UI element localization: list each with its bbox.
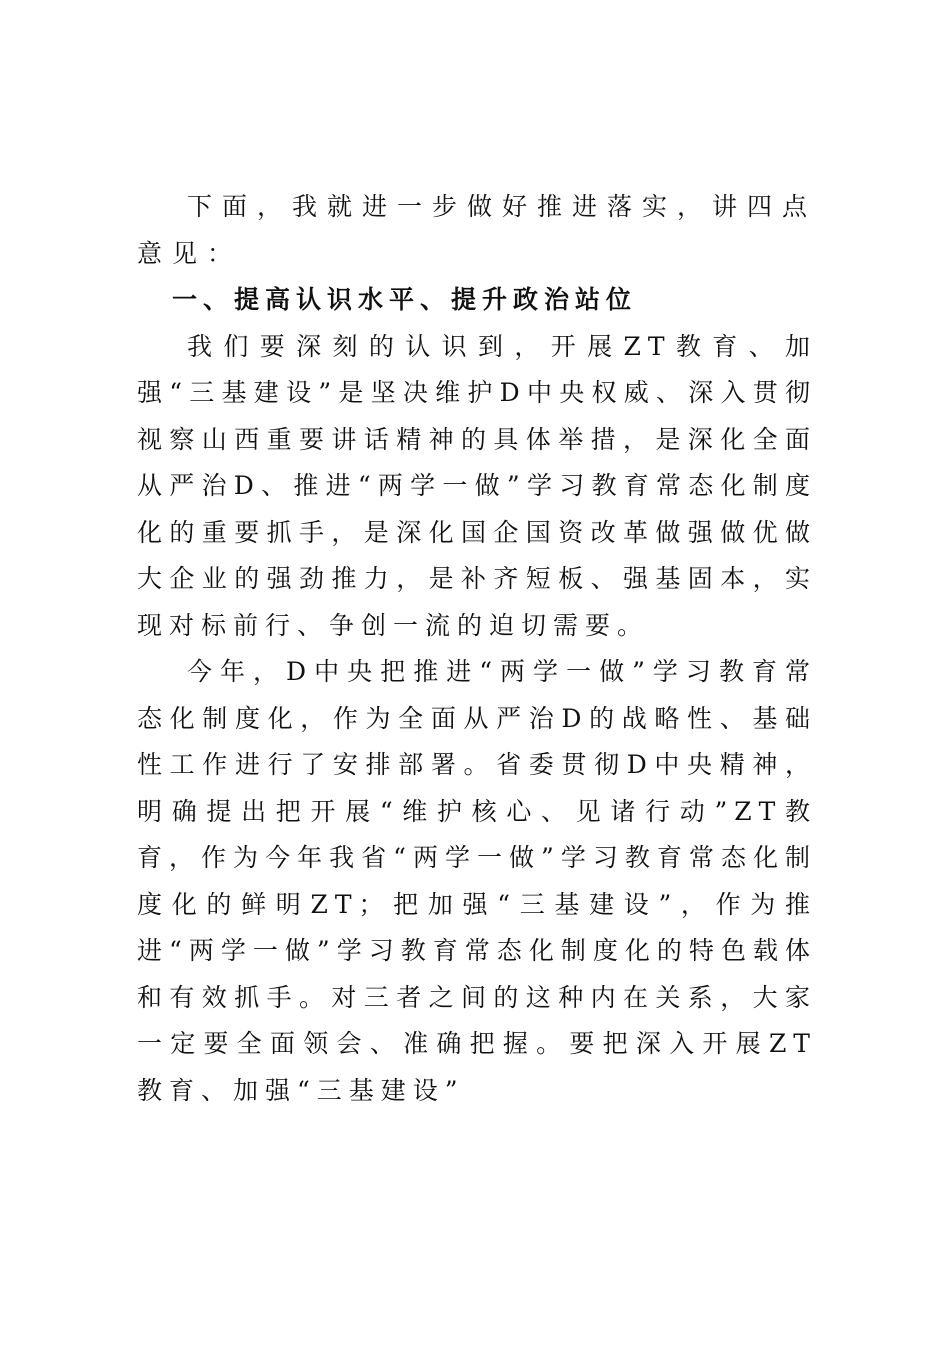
document-body [137,184,817,1114]
intro-paragraph: 下面，我就进一步做好推进落实，讲四点意见： [137,192,818,268]
body-paragraph-2: 今年，D中央把推进“两学一做”学习教育常态化制度化，作为全面从严治D的战略性、基础性工作进行了安排部署。省委贯彻D中央精神，明确提出把开展“维护核心、见诸行动”ZT教育，作为今年我省“两学一做”学习教育常态化制度化的鲜明ZT；把加强“三基建设”，作为推进“两学一做”学习教育常态化制度化的特色载体和有效抓手。对三者之间的这种内在关系，大家一定要全面领会、准确把握。要把深入开展ZT教育、加强“三基建设” [137,657,817,1105]
body-paragraph-1: 我们要深刻的认识到，开展ZT教育、加强“三基建设”是坚决维护D中央权威、深入贯彻视察山西重要讲话精神的具体举措，是深化全面从严治D、推进“两学一做”学习教育常态化制度化的重要抓手，是深化国企国资改革做强做优做大企业的强劲推力，是补齐短板、强基固本，实现对标前行、争创一流的迫切需要。 [137,331,817,640]
section-heading: 一、提高认识水平、提升政治站位 [172,285,638,314]
